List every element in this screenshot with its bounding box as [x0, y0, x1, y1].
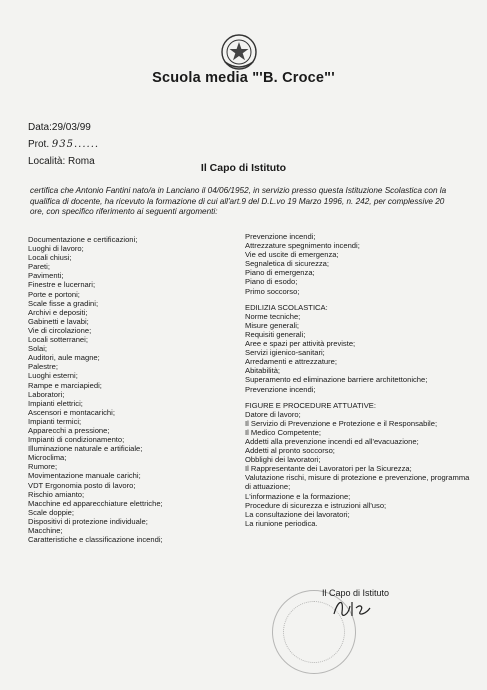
certification-text: certifica che Antonio Fantini nato/a in Lanciano il 04/06/1952, in servizio presso questa Istituzione Scolastica con la qualifica di docente, ha ricevuto la formazione di cui all'art.9 del D.L.vo 19 Marzo 1996, n. 242, per complessive 20 ore, con specifico riferimento ai seguenti argomenti:	[30, 186, 447, 217]
protocol-line	[28, 139, 99, 150]
topic-item: Pareti;	[28, 262, 50, 272]
topic-item: Documentazione e certificazioni;	[28, 235, 138, 244]
school-name: Scuola media "'B. Croce"'	[152, 70, 335, 86]
topic-item: Porte e portoni;	[28, 289, 80, 299]
topic-item: Luoghi esterni;	[28, 371, 78, 381]
topic-item: Illuminazione naturale e artificiale;	[28, 444, 143, 454]
topics-right-column	[245, 232, 470, 528]
document-date: Data:29/03/99	[28, 122, 91, 133]
signature-label: Il Capo di Istituto	[322, 588, 390, 598]
topic-item: Macchine ed apparecchiature elettriche;	[28, 498, 163, 508]
topic-item: Prevenzione incendi;	[245, 232, 316, 241]
topic-item: Norme tecniche;	[245, 311, 301, 321]
topic-item: Prevenzione incendi;	[245, 384, 316, 394]
topic-item: Locali chiusi;	[28, 253, 72, 263]
topic-item: Macchine;	[28, 526, 63, 535]
location: Località: Roma	[28, 156, 95, 167]
topic-item: Finestre e lucernari;	[28, 280, 96, 290]
right-group1	[245, 232, 470, 296]
topic-item: Solai;	[28, 344, 47, 354]
topic-item: Requisiti generali;	[245, 329, 306, 339]
section-title-edilizia: EDILIZIA SCOLASTICA:	[245, 302, 328, 312]
topic-item: Il Rappresentante dei Lavoratori per la Sicurezza;	[245, 464, 412, 474]
topic-item: Ascensori e montacarichi;	[28, 407, 115, 417]
topic-item: Il Medico Competente;	[245, 427, 321, 437]
topic-item: Dispositivi di protezione individuale;	[28, 516, 148, 526]
topic-item: Scale doppie;	[28, 507, 75, 517]
topic-item: Auditori, aule magne;	[28, 353, 100, 363]
topic-item: La riunione periodica.	[245, 518, 318, 528]
topic-item: Scale fisse a gradini;	[28, 298, 99, 308]
topic-item: Aree e spazi per attività previste;	[245, 339, 356, 349]
topic-item: Segnaletica di sicurezza;	[245, 259, 329, 269]
topic-item: Vie di circolazione;	[28, 325, 92, 335]
topic-item: Laboratori;	[28, 389, 65, 399]
topic-item: L'informazione e la formazione;	[245, 491, 351, 501]
topic-item: Datore di lavoro;	[245, 409, 301, 419]
topic-item: La consultazione dei lavoratori;	[245, 509, 350, 519]
topic-item: Rischio amianto;	[28, 489, 85, 499]
topic-item: Palestre;	[28, 362, 58, 372]
topic-item: Rampe e marciapiedi;	[28, 380, 102, 390]
section-title-figure: FIGURE E PROCEDURE ATTUATIVE:	[245, 400, 376, 410]
italian-republic-emblem-icon	[219, 32, 259, 72]
topic-item: Gabinetti e lavabi;	[28, 316, 89, 326]
topic-item: Superamento ed eliminazione barriere architettoniche;	[245, 375, 428, 385]
topic-item: Servizi igienico-sanitari;	[245, 348, 325, 358]
topics-left-column	[28, 235, 228, 544]
topic-item: Valutazione rischi, misure di protezione e prevenzione, programma di attuazione;	[245, 473, 470, 492]
topic-item: Misure generali;	[245, 320, 300, 330]
topic-item: Apparecchi a pressione;	[28, 425, 110, 435]
topic-item: Microclima;	[28, 453, 67, 463]
topic-item: Impianti di condizionamento;	[28, 435, 125, 445]
topic-item: Impianti termici;	[28, 416, 82, 426]
topic-item: Impianti elettrici;	[28, 398, 83, 408]
topic-item: Piano di emergenza;	[245, 268, 315, 278]
topic-item: Movimentazione manuale carichi;	[28, 471, 141, 481]
topic-item: Addetti alla prevenzione incendi ed all'evacuazione;	[245, 436, 419, 446]
topic-item: Piano di esodo;	[245, 277, 298, 287]
right-group3	[245, 410, 470, 528]
topic-item: Caratteristiche e classificazione incendi;	[28, 535, 163, 545]
topic-item: Il Servizio di Prevenzione e Protezione e il Responsabile;	[245, 418, 438, 428]
topic-item: Archivi e depositi;	[28, 307, 88, 317]
topic-item: VDT Ergonomia posto di lavoro;	[28, 480, 136, 490]
topic-item: Abitabilità;	[245, 366, 281, 376]
topic-item: Arredamenti e attrezzature;	[245, 357, 338, 367]
topic-item: Procedure di sicurezza e istruzioni all'uso;	[245, 500, 387, 510]
topic-item: Vie ed uscite di emergenza;	[245, 250, 339, 260]
protocol-label: Prot.	[28, 139, 50, 150]
topic-item: Luoghi di lavoro;	[28, 244, 84, 254]
topic-item: Locali sotterranei;	[28, 335, 88, 345]
protocol-number: 935......	[51, 139, 100, 150]
topic-item: Obblighi dei lavoratori;	[245, 455, 321, 465]
handwritten-signature-icon	[330, 594, 400, 622]
topic-item: Addetti al pronto soccorso;	[245, 446, 335, 456]
topic-item: Attrezzature spegnimento incendi;	[245, 241, 360, 251]
right-group2	[245, 312, 470, 394]
document-heading: Il Capo di Istituto	[200, 162, 287, 174]
topic-item: Rumore;	[28, 462, 58, 472]
topic-item: Primo soccorso;	[245, 286, 300, 296]
topic-item: Pavimenti;	[28, 271, 64, 281]
